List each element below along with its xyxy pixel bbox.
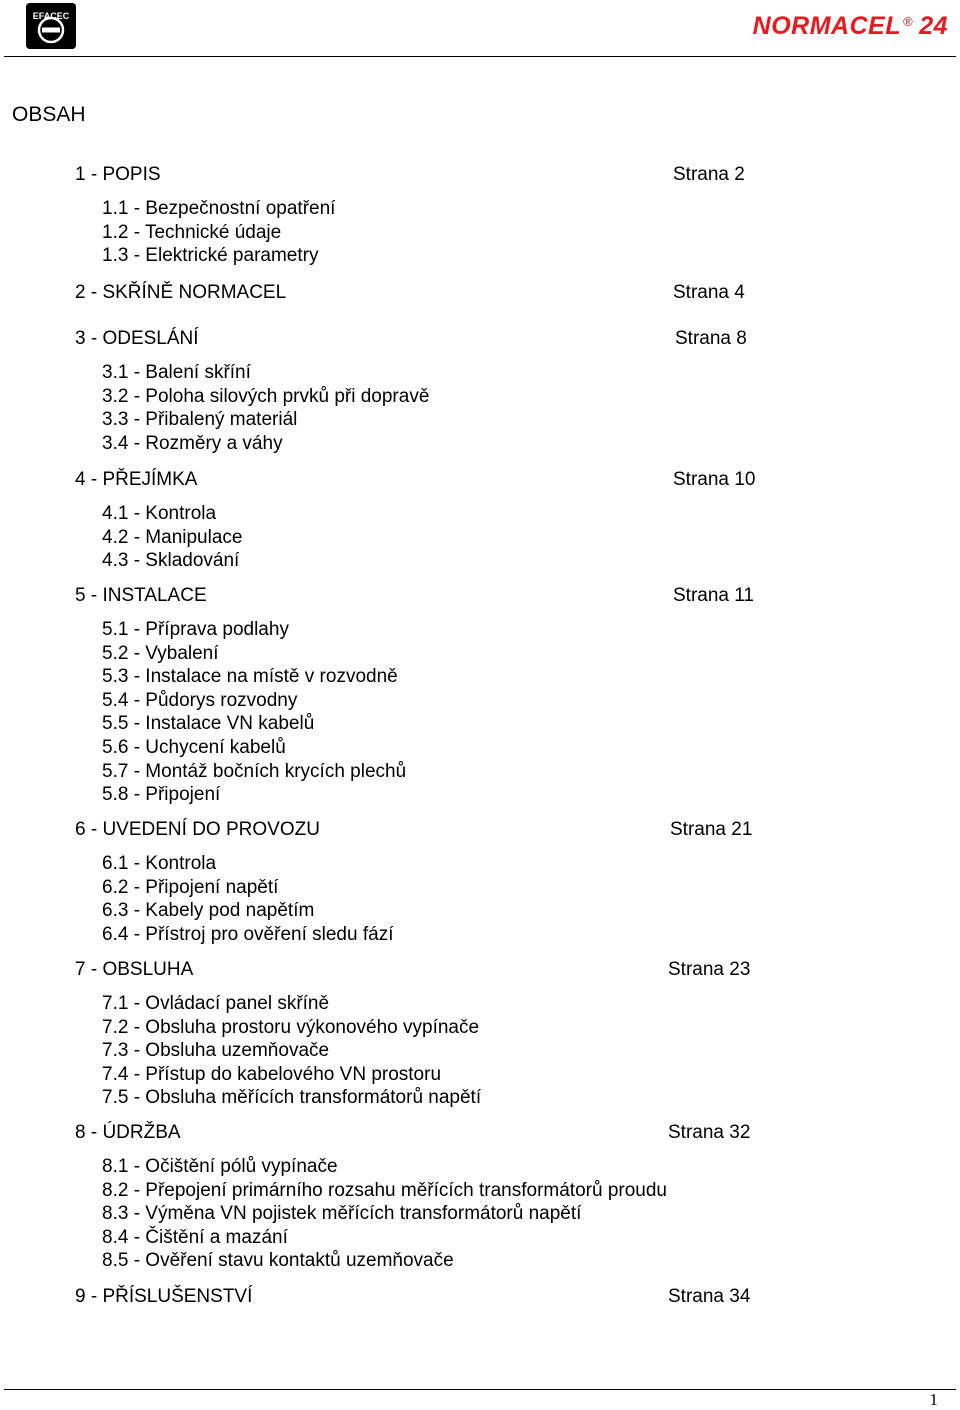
toc-subsection-item: 4.1 - Kontrola	[102, 503, 217, 524]
toc-subsection-item: 4.2 - Manipulace	[102, 526, 243, 548]
toc-subsection-item: 3.3 - Přibalený materiál	[102, 409, 298, 431]
toc-section-title: 8 - ÚDRŽBA	[75, 1122, 181, 1143]
toc-section-title: 3 - ODESLÁNÍ	[75, 328, 199, 349]
toc-subsection-item: 5.7 - Montáž bočních krycích plechů	[102, 760, 407, 782]
toc-subsection-item: 5.3 - Instalace na místě v rozvodně	[102, 666, 398, 688]
toc-subsection-item: 5.8 - Připojení	[102, 784, 221, 806]
product-brand	[753, 12, 948, 41]
toc-subsection-item: 5.5 - Instalace VN kabelů	[102, 713, 315, 735]
footer-divider	[4, 1389, 956, 1390]
toc-subsection-item: 3.1 - Balení skříní	[102, 362, 251, 383]
page-header	[0, 0, 960, 60]
page-number: 1	[929, 1390, 938, 1409]
page-title: OBSAH	[12, 103, 86, 126]
toc-subsection-item: 7.5 - Obsluha měřících transformátorů napětí	[102, 1087, 482, 1109]
toc-subsection-item: 6.1 - Kontrola	[102, 853, 217, 874]
toc-subsection-item: 7.3 - Obsluha uzemňovače	[102, 1040, 330, 1062]
toc-subsection-item: 8.5 - Ověření stavu kontaktů uzemňovače	[102, 1250, 454, 1272]
toc-section-page: Strana 11	[673, 585, 754, 606]
toc-subsection-item: 5.4 - Půdorys rozvodny	[102, 689, 298, 711]
brand-name: NORMACEL	[752, 12, 902, 40]
toc-subsection-item: 6.4 - Přístroj pro ověření sledu fází	[102, 923, 394, 945]
toc-subsection-item: 8.2 - Přepojení primárního rozsahu měřících transformátorů proudu	[102, 1179, 667, 1201]
toc-section-title: 2 - SKŘÍNĚ NORMACEL	[75, 282, 287, 303]
toc-section-title: 6 - UVEDENÍ DO PROVOZU	[75, 819, 320, 840]
toc-subsection-item: 5.1 - Příprava podlahy	[102, 619, 289, 640]
toc-subsection-item: 4.3 - Skladování	[102, 550, 240, 572]
toc-subsection-item: 7.1 - Ovládací panel skříně	[102, 993, 330, 1014]
toc-subsection-item: 7.2 - Obsluha prostoru výkonového vypínače	[102, 1016, 480, 1038]
toc-section-page: Strana 4	[673, 282, 745, 303]
toc-subsection-item: 1.3 - Elektrické parametry	[102, 245, 319, 267]
toc-subsection-item: 6.3 - Kabely pod napětím	[102, 900, 315, 922]
toc-section-page: Strana 23	[668, 959, 751, 980]
toc-subsection-item: 1.2 - Technické údaje	[102, 221, 282, 243]
logo-emblem-icon	[26, 3, 76, 49]
toc-section-page: Strana 34	[668, 1286, 751, 1307]
efacec-logo	[26, 3, 76, 49]
toc-subsection-item: 6.2 - Připojení napětí	[102, 876, 279, 898]
toc-section-page: Strana 21	[670, 819, 753, 840]
toc-section-title: 4 - PŘEJÍMKA	[75, 469, 198, 490]
toc-section-page: Strana 10	[673, 469, 756, 490]
toc-subsection-item: 8.3 - Výměna VN pojistek měřících transformátorů napětí	[102, 1203, 582, 1225]
toc-section-page: Strana 2	[673, 164, 745, 185]
toc-section-page: Strana 32	[668, 1122, 751, 1143]
logo-text: EFACEC	[32, 11, 70, 21]
toc-subsection-item: 3.4 - Rozměry a váhy	[102, 432, 283, 454]
toc-subsection-item: 8.4 - Čištění a mazání	[102, 1226, 288, 1248]
toc-subsection-item: 5.6 - Uchycení kabelů	[102, 737, 286, 758]
toc-section-page: Strana 8	[675, 328, 747, 349]
brand-number: 24	[919, 12, 948, 40]
toc-subsection-item: 5.2 - Vybalení	[102, 642, 219, 664]
toc-subsection-item: 3.2 - Poloha silových prvků při dopravě	[102, 385, 430, 407]
toc-subsection-item: 1.1 - Bezpečnostní opatření	[102, 198, 336, 219]
toc-section-title: 5 - INSTALACE	[75, 585, 207, 606]
toc-subsection-item: 8.1 - Očištění pólů vypínače	[102, 1156, 338, 1177]
toc-subsection-item: 7.4 - Přístup do kabelového VN prostoru	[102, 1063, 442, 1085]
toc-section-title: 1 - POPIS	[75, 164, 161, 185]
header-divider	[4, 56, 956, 57]
registered-mark: ®	[903, 14, 914, 29]
toc-section-title: 7 - OBSLUHA	[75, 959, 194, 980]
toc-section-title: 9 - PŘÍSLUŠENSTVÍ	[75, 1286, 253, 1307]
